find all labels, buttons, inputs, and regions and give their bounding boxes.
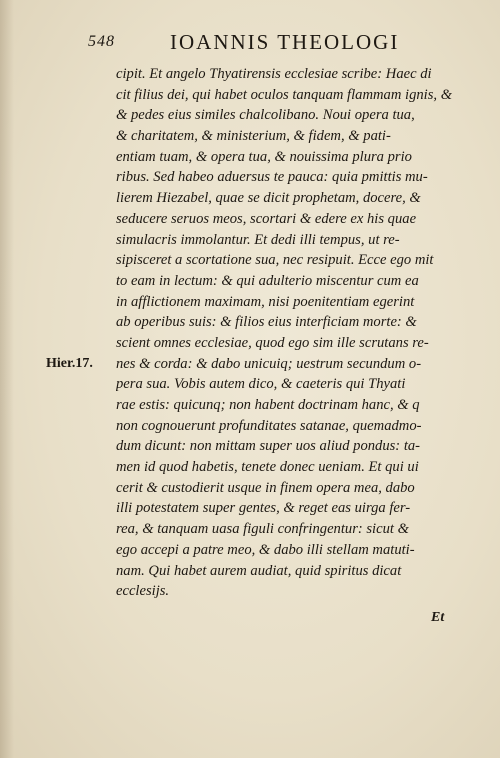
text-line: ecclesijs.: [116, 583, 170, 600]
text-line: & charitatem, & ministerium, & fidem, & pati-: [116, 128, 391, 145]
text-line: nes & corda: & dabo unicuiq; uestrum secundum o-: [116, 355, 422, 372]
text-line: scient omnes ecclesiae, quod ego sim ille scrutans re-: [116, 334, 429, 351]
running-title: IOANNIS THEOLOGI: [170, 30, 400, 54]
text-line: illi potestatem super gentes, & reget eas uirga fer-: [116, 500, 411, 517]
text-line: ego accepi a patre meo, & dabo illi stellam matuti-: [116, 541, 415, 558]
text-line: non cognouerunt profunditates satanae, quemadmo-: [116, 417, 422, 434]
body-text: [116, 64, 464, 602]
text-line: lierem Hiezabel, quae se dicit prophetam, docere, &: [116, 190, 421, 207]
text-line: rea, & tanquam uasa figuli confringentur: sicut &: [116, 521, 409, 538]
text-line: cit filius dei, qui habet oculos tanquam flammam ignis, &: [116, 86, 453, 103]
text-line: simulacris immolantur. Et dedi illi tempus, ut re-: [116, 231, 400, 248]
text-line: in afflictionem maximam, nisi poenitentiam egerint: [116, 293, 415, 310]
text-line: cerit & custodierit usque in finem opera mea, dabo: [116, 479, 415, 496]
text-line: cipit. Et angelo Thyatirensis ecclesiae scribe: Haec di: [116, 66, 432, 82]
text-line: nam. Qui habet aurem audiat, quid spiritus dicat: [116, 562, 402, 579]
text-line: seducere seruos meos, scortari & edere ex his quae: [116, 210, 417, 227]
text-line: ribus. Sed habeo aduersus te pauca: quia pmittis mu-: [116, 169, 428, 186]
text-line: pera sua. Vobis autem dico, & caeteris qui Thyati: [116, 376, 406, 393]
text-line: dum dicunt: non mittam super uos aliud pondus: ta-: [116, 438, 421, 455]
margin-reference: Hier.17.: [46, 356, 93, 371]
text-line: sipisceret a scortatione sua, nec resipuit. Ecce ego mit: [116, 252, 434, 269]
text-line: to eam in lectum: & qui adulterio miscentur cum ea: [116, 272, 419, 289]
page-header: [88, 30, 418, 56]
text-line: men id quod habetis, tenete donec ueniam. Et qui ui: [116, 459, 419, 476]
page-edge-shadow: [0, 0, 14, 758]
text-line: entiam tuam, & opera tua, & nouissima plura prio: [116, 148, 412, 165]
text-line: & pedes eius similes chalcolibano. Noui opera tua,: [116, 107, 415, 124]
text-line: ab operibus suis: & filios eius interficiam morte: &: [116, 314, 417, 331]
page-number: 548: [88, 33, 115, 50]
catchword: Et: [431, 610, 445, 625]
text-line: rae estis: quicunq; non habent doctrinam hanc, & q: [116, 397, 420, 413]
